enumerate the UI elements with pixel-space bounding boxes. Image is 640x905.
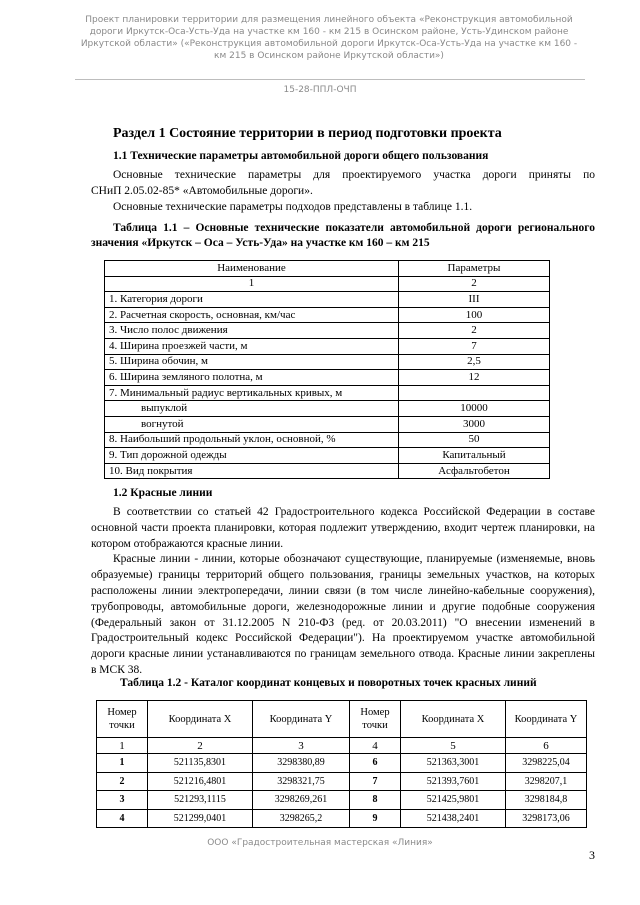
page-number: 3 [589, 848, 595, 862]
param-value [399, 385, 550, 401]
table-row [105, 416, 550, 432]
param-value: Капитальный [399, 448, 550, 464]
table-row [105, 354, 550, 370]
coord-y: 3298380,89 [253, 754, 350, 773]
column-header: Координата Y [506, 701, 587, 738]
coord-x: 521438,2401 [401, 809, 506, 828]
column-index: 2 [399, 276, 550, 292]
param-value: 100 [399, 307, 550, 323]
paragraph-text: Красные линии - линии, которые обозначают существующие, планируемые (изменяемые, вновь образуемые) границы территорий общего пользования, границы земельных участков, на которых расположены линии электропередачи, линии связи (в том числе линейно-кабельные сооружения), трубопроводы, автомобильные дороги, железнодорожные линии и другие подобные сооружения (Федеральный закон от 31.12.2005 N 210-ФЗ (ред. от 20.03.2011) "О внесении изменений в Градостроительный кодекс Российской Федерации"). На проектируемом участке автомобильной дороги красные линии устанавливаются по границам земельного отвода. Красные линии закреплены в МСК 38. [91, 553, 595, 676]
coord-y: 3298269,261 [253, 791, 350, 810]
subsection-title: 1.1 Технические параметры автомобильной дороги общего пользования [113, 150, 489, 162]
param-name: 1. Категория дороги [105, 292, 399, 308]
subsection-title: 1.2 Красные линии [113, 487, 213, 499]
point-number: 2 [97, 772, 148, 791]
param-name: 6. Ширина земляного полотна, м [105, 370, 399, 386]
point-number: 1 [97, 754, 148, 773]
coord-y: 3298225,04 [506, 754, 587, 773]
coord-x: 521363,3001 [401, 754, 506, 773]
table-caption: Таблица 1.2 - Каталог координат концевых и поворотных точек красных линий [120, 677, 537, 689]
paragraph-line: СНиП 2.05.02-85* «Автомобильные дороги». [91, 184, 313, 197]
table-row [105, 292, 550, 308]
table-row [105, 463, 550, 479]
header-line: дороги Иркутск-Оса-Усть-Уда на участке км 160 - км 215 в Осинском районе, Усть-Удинском районе [89, 27, 569, 37]
param-value: 2 [399, 323, 550, 339]
point-number: 7 [350, 772, 401, 791]
column-header: Параметры [399, 261, 550, 277]
coord-y: 3298184,8 [506, 791, 587, 810]
param-name: 4. Ширина проезжей части, м [105, 338, 399, 354]
table-row [105, 401, 550, 417]
param-name: 8. Наибольший продольный уклон, основной, % [105, 432, 399, 448]
table-row [105, 307, 550, 323]
param-name: 2. Расчетная скорость, основная, км/час [105, 307, 399, 323]
column-index: 6 [506, 738, 587, 754]
point-number: 9 [350, 809, 401, 828]
table-row [105, 432, 550, 448]
parameters-table [104, 260, 550, 479]
header-divider [75, 79, 585, 80]
page-footer: ООО «Градостроительная мастерская «Линия» [207, 838, 433, 848]
table-caption: Таблица 1.1 – Основные технические показатели автомобильной дороги регионального значения «Иркутск – Оса – Усть-Уда» на участке км 160 – км 215 [91, 222, 595, 249]
column-index: 3 [253, 738, 350, 754]
param-value: Асфальтобетон [399, 463, 550, 479]
param-name: выпуклой [105, 401, 399, 417]
header-line: Проект планировки территории для размещения линейного объекта «Реконструкция автомобильной [85, 15, 573, 25]
table-row [97, 791, 587, 810]
column-header: Наименование [105, 261, 399, 277]
table-row [105, 338, 550, 354]
coord-y: 3298321,75 [253, 772, 350, 791]
paragraph [91, 168, 595, 215]
running-header [70, 14, 588, 62]
table-row [105, 323, 550, 339]
column-index: 1 [97, 738, 148, 754]
column-index: 4 [350, 738, 401, 754]
paragraph-line: Основные технические параметры для проектируемого участка дороги приняты по [113, 169, 595, 181]
column-header: Координата X [401, 701, 506, 738]
coordinates-table [96, 700, 587, 828]
coord-y: 3298207,1 [506, 772, 587, 791]
column-header: Номер точки [350, 701, 401, 738]
table-row [97, 772, 587, 791]
column-index: 1 [105, 276, 399, 292]
param-value: 2,5 [399, 354, 550, 370]
section-title: Раздел 1 Состояние территории в период подготовки проекта [113, 126, 502, 141]
table-row [105, 370, 550, 386]
paragraph-line: Основные технические параметры подходов представлены в таблице 1.1. [113, 200, 473, 213]
column-index: 5 [401, 738, 506, 754]
point-number: 8 [350, 791, 401, 810]
table-row [105, 385, 550, 401]
param-name: 9. Тип дорожной одежды [105, 448, 399, 464]
param-name: 3. Число полос движения [105, 323, 399, 339]
paragraph [91, 505, 595, 679]
param-name: 7. Минимальный радиус вертикальных кривых, м [105, 385, 399, 401]
column-header: Номер точки [97, 701, 148, 738]
column-header: Координата X [148, 701, 253, 738]
point-number: 6 [350, 754, 401, 773]
table-row [97, 809, 587, 828]
table-row [97, 754, 587, 773]
param-value: III [399, 292, 550, 308]
param-value: 10000 [399, 401, 550, 417]
param-value: 3000 [399, 416, 550, 432]
coord-x: 521425,9801 [401, 791, 506, 810]
coord-x: 521216,4801 [148, 772, 253, 791]
header-line: Иркутской области» («Реконструкция автомобильной дороги Иркутск-Оса-Усть-Уда на участке км 160 - [80, 39, 578, 49]
param-value: 7 [399, 338, 550, 354]
param-name: 10. Вид покрытия [105, 463, 399, 479]
coord-x: 521299,0401 [148, 809, 253, 828]
param-value: 50 [399, 432, 550, 448]
column-index: 2 [148, 738, 253, 754]
param-value: 12 [399, 370, 550, 386]
coord-x: 521393,7601 [401, 772, 506, 791]
paragraph-text: В соответствии со статьей 42 Градостроительного кодекса Российской Федерации в составе основной части проекта планировки, которая подлежит утверждению, входит чертеж планировки, на котором отображаются красные линии. [91, 506, 595, 550]
header-line: км 215 в Осинском районе Иркутской области») [214, 51, 444, 61]
param-name: вогнутой [105, 416, 399, 432]
point-number: 4 [97, 809, 148, 828]
coord-y: 3298265,2 [253, 809, 350, 828]
document-code: 15-28-ППЛ-ОЧП [283, 85, 357, 95]
point-number: 3 [97, 791, 148, 810]
table-row [105, 448, 550, 464]
column-header: Координата Y [253, 701, 350, 738]
coord-y: 3298173,06 [506, 809, 587, 828]
coord-x: 521293,1115 [148, 791, 253, 810]
coord-x: 521135,8301 [148, 754, 253, 773]
param-name: 5. Ширина обочин, м [105, 354, 399, 370]
